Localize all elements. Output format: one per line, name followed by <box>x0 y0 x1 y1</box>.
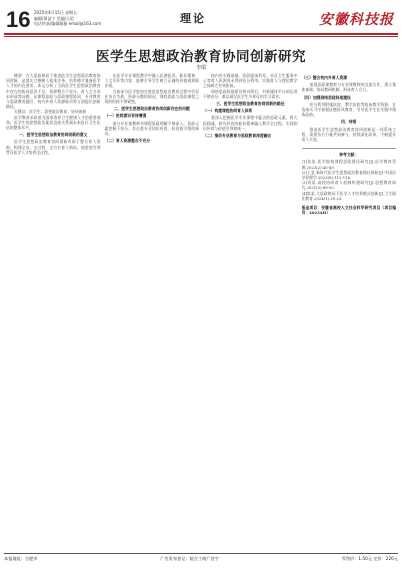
paragraph: 加强思政课教师与专业课教师的交流合作，建立集体备课、协同教研机制，形成育人合力。 <box>301 82 396 93</box>
reference-item: [1]张某.医学院校课程思政建设研究[J].医学教育管理,2023(2):45-49. <box>301 159 396 170</box>
reference-item: [2]王某.新时代医学生思想政治教育路径探析[J].中国医学伦理学,2022(8):112-116. <box>301 169 396 181</box>
paragraph: 部分专业课教师对课程思政理解不够深入，思政元素挖掘不充分，存在重专业知识传授、轻价值引领的倾向。 <box>104 120 199 137</box>
sub-heading: （四）加强网络思政阵地建设 <box>301 94 351 100</box>
references-box <box>302 148 397 215</box>
footer-address: 本报地址：合肥市 <box>4 556 38 561</box>
issue-date: 2025年4月15日 星期五 <box>34 10 78 15</box>
contact-email: 电话传真/编辑邮箱 email@163.com <box>34 21 102 26</box>
column-3 <box>203 73 298 551</box>
paragraph: 医学生思想政治教育协同创新有助于整合育人资源，构建全员、全过程、全方位育人格局，使思想引领贯穿医学人才培养全过程。 <box>6 139 101 155</box>
page-number: 16 <box>6 7 31 32</box>
article-author: 李瑞 <box>195 65 206 71</box>
article-title: 医学生思想政治教育协同创新研究 <box>96 49 306 65</box>
page-meta <box>34 10 101 27</box>
editor-credit: 编辑/萧益宁 美编/王伦 <box>34 15 74 21</box>
section-heading: 三、医学生思想政治教育协同创新的路径 <box>216 101 285 107</box>
header-rule-thin <box>4 36 398 37</box>
references-title: 参考文献： <box>339 152 359 158</box>
paragraph: 充分利用附属医院、教学医院等临床教学资源，在临床实习中加强医德医风教育，引导医学生在实践中锤炼品格。 <box>301 101 396 118</box>
footer-ad-registration: 广告发布登记：皖合工商广登字 <box>160 556 219 561</box>
sub-heading: （二）推动专业教育与思政教育深度融合 <box>203 133 272 139</box>
paragraph: 当前部分医学院校在推进思想政治教育过程中仍存在各自为战、资源分散的情况，课程思政与思政课程之间的衔接不够紧密。 <box>104 88 199 105</box>
paragraph: 医学教育承担着为国家培养卫生健康人才的重要使命，医学生的思想政治素质直接关系到未来医疗卫生队伍的整体水平。 <box>6 114 101 131</box>
column-2 <box>105 73 200 551</box>
footer-rule <box>4 553 398 554</box>
section-heading: 四、结语 <box>341 119 357 125</box>
fund-note: 基金项目：安徽省高校人文社会科学研究项目（项目编号：2023AH） <box>301 205 396 216</box>
reference-item: [4]陈某.大思政格局下医学人才培养模式创新[J].卫生职业教育,2024(1):20-23. <box>301 190 396 201</box>
paragraph: 推进医学生思想政治教育协同创新是一项系统工程，需要各方力量共同参与，持续深化改革，不断提升育人实效。 <box>301 126 396 143</box>
newspaper-masthead: 安徽科技报 <box>319 12 394 28</box>
paragraph: 要深入挖掘医学专业课程中蕴含的思政元素，将大医精诚、救死扶伤的职业精神融入教学全过程，实现知识传授与价值引领相统一。 <box>203 115 298 131</box>
sub-heading: （一）构建课程协同育人体系 <box>203 108 253 114</box>
section-heading: 二、医学生思想政治教育协同创新存在的问题 <box>113 106 190 112</box>
section-heading: 一、医学生思想政治教育协同创新的意义 <box>19 132 88 138</box>
section-name: 理论 <box>180 12 206 25</box>
article-body <box>6 73 396 551</box>
page-header <box>4 6 398 32</box>
footer-price: 零售价：1.50元 定价：220元 <box>341 556 398 561</box>
sub-heading: （三）整合校内外育人资源 <box>301 75 348 80</box>
paragraph: 摘要：在大思政格局下推进医学生思想政治教育协同创新，是落实立德树人根本任务、培养德才兼备医学人才的内在要求。本文分析了当前医学生思想政治教育中存在的协同意识不足、资源整合不充分、育人合力尚未形成等问题，从课程思政与思政课程协同、专业教育与思政教育融合、校内外育人资源联动等方面提出创新路径。 <box>6 73 101 110</box>
paragraph: 校内外实践基地、医院临床科室、社区卫生服务中心等育人资源尚未得到充分利用，实践育人与理论教学之间缺乏有效衔接。 <box>203 73 298 89</box>
sub-heading: （二）育人资源整合不充分 <box>104 138 151 144</box>
column-4 <box>302 73 397 551</box>
header-rule <box>4 33 398 35</box>
column-1 <box>6 73 101 551</box>
paragraph: 网络思政阵地建设相对滞后，对新媒体平台的运用不够充分，难以满足医学生多样化的学习需求。 <box>203 88 298 99</box>
page-footer <box>4 556 398 562</box>
paragraph: 关键词：医学生；思想政治教育；协同创新 <box>14 109 87 115</box>
sub-heading: （一）协同意识有待增强 <box>104 113 147 119</box>
paragraph: 在医学专业课程教学中融入医德医风、职业精神、人文关怀等内容，能够引导学生树立正确的价值观和职业观。 <box>104 73 199 89</box>
reference-item: [3]刘某.高校协同育人机制构建研究[J].思想教育研究,2021(5):88-92. <box>301 180 396 191</box>
